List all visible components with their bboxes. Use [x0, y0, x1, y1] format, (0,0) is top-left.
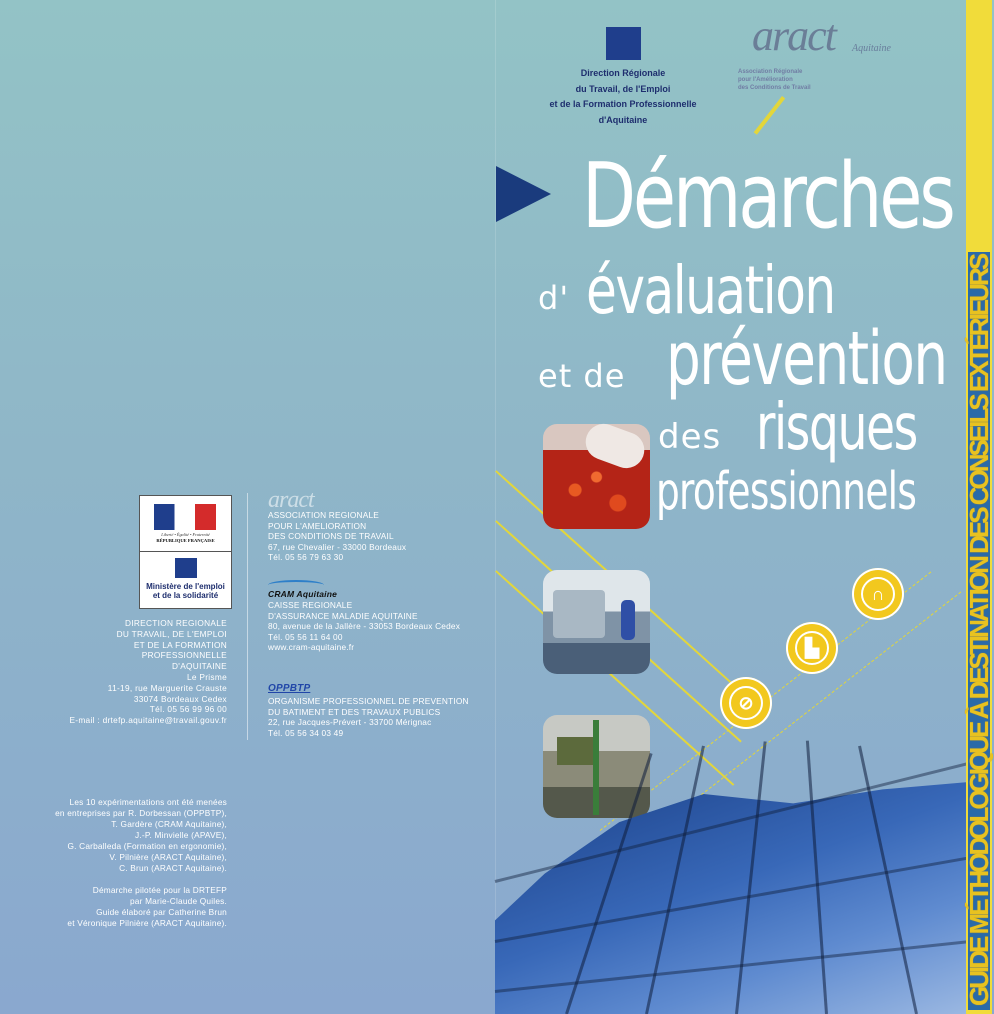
org-aract: aract ASSOCIATION REGIONALE POUR L'AMELIORATION DES CONDITIONS DE TRAVAIL 67, rue Chevalier - 33000 Bordeaux Tél. 05 56 79 63 30	[268, 487, 407, 562]
drtefp-address: DIRECTION REGIONALE DU TRAVAIL, DE L'EMPLOI ET DE LA FORMATION PROFESSIONNELLE D'AQUITAINE Le Prisme 11-19, rue Marguerite Crauste 33074 Bordeaux Cedex Tél. 05 56 99 96 00 E-mail : drtefp.aquitaine@travail.gouv.fr	[69, 618, 227, 726]
title-et-de: et de	[538, 357, 626, 395]
republique-name: RÉPUBLIQUE FRANÇAISE	[156, 538, 215, 543]
aract-slash-icon	[754, 96, 785, 135]
ministry-name: Ministère de l'emploi et de la solidarité	[146, 582, 225, 600]
aract-logo: aract	[268, 487, 314, 513]
title-d: d'	[538, 279, 570, 317]
aract-sub: Aquitaine	[852, 43, 891, 54]
title-evaluation: évaluation	[586, 252, 835, 329]
play-arrow-icon	[496, 166, 551, 222]
cram-swoosh-icon	[268, 580, 324, 590]
ear-protection-icon: ∩	[852, 568, 904, 620]
title-demarches: Démarches	[582, 144, 953, 249]
org-cram: CRAM Aquitaine CAISSE REGIONALE D'ASSURANCE MALADIE AQUITAINE 80, avenue de la Jallère - 33053 Bordeaux Cedex Tél. 05 56 11 64 00 www.cram-aquitaine.fr	[268, 588, 460, 653]
cram-logo: CRAM Aquitaine	[268, 589, 338, 599]
title-prevention: prévention	[666, 316, 947, 402]
spine-strip	[966, 0, 992, 1014]
spine-title: GUIDE MÉTHODOLOGIQUE À DESTINATION DES CONSEILS EXTÉRIEURS	[968, 252, 990, 1010]
ministry-emblem-icon	[175, 558, 197, 578]
no-pedestrian-icon: ⊘	[720, 677, 772, 729]
photo-industrial-workers	[543, 570, 650, 674]
oppbtp-logo: OPPBTP	[268, 683, 311, 694]
aract-header-logo: aract	[752, 11, 835, 60]
title-professionnels: professionnels	[656, 462, 917, 522]
org-oppbtp: OPPBTP ORGANISME PROFESSIONNEL DE PREVENTION DU BATIMENT ET DES TRAVAUX PUBLICS 22, rue Jacques-Prévert - 33700 Mérignac Tél. 05 56 34 03 49	[268, 683, 469, 738]
drtefp-emblem-icon	[606, 27, 641, 60]
drtefp-header: Direction Régionale du Travail, de l'Emploi et de la Formation Professionnelle d'Aquitaine	[549, 68, 697, 125]
experimentations-credits: Les 10 expérimentations ont été menées en entreprises par R. Dorbessan (OPPBTP), T. Gardère (CRAM Aquitaine), J.-P. Minvielle (APAVE), G. Carballeda (Formation en ergonomie), V. Pilnière (ARACT Aquitaine), C. Brun (ARACT Aquitaine). Démarche pilotée pour la DRTEFP par Marie-Claude Quiles. Guide élaboré par Catherine Brun et Véronique Pilnière (ARACT Aquitaine).	[55, 797, 227, 928]
address-divider	[247, 493, 248, 740]
title-des: des	[658, 417, 722, 457]
title-risques: risques	[756, 391, 917, 465]
logo-divider	[140, 551, 231, 552]
glass-building-image	[495, 740, 992, 1014]
republique-motto: Liberté • Égalité • Fraternité	[161, 532, 210, 537]
safety-boot-icon: ▙	[786, 622, 838, 674]
aract-tagline: Association Régionale pour l'Amélioration des Conditions de Travail	[738, 69, 811, 91]
government-logos	[139, 495, 232, 609]
marianne-flag-icon	[154, 504, 216, 530]
photo-food-handling	[543, 424, 650, 529]
